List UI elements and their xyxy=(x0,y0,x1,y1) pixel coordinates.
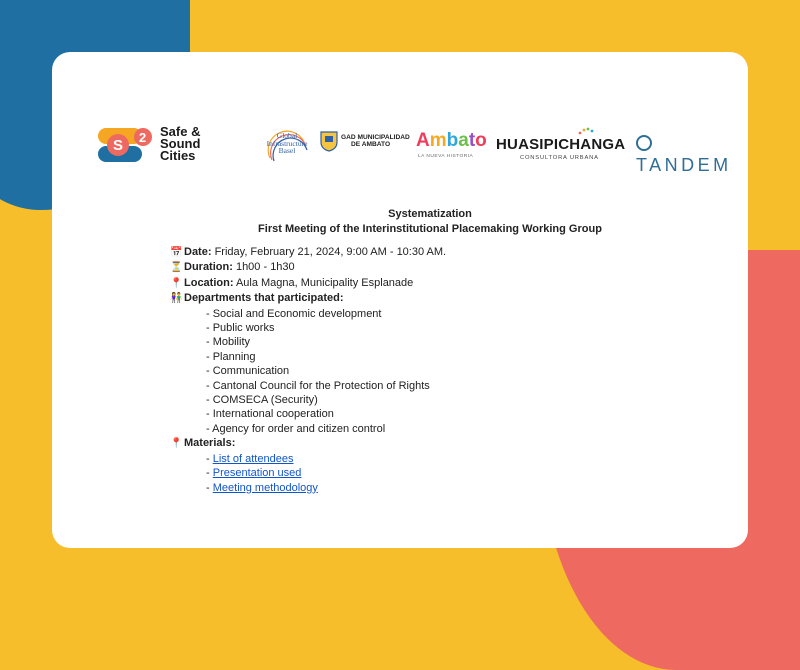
huasipichanga-subtitle: CONSULTORA URBANA xyxy=(520,155,599,161)
material-item: - Presentation used xyxy=(206,467,302,480)
calendar-icon: 📅 xyxy=(170,247,183,258)
ambato-logo xyxy=(416,130,488,164)
s2-name-line3: Cities xyxy=(160,148,196,163)
s2-name-line1: Safe & xyxy=(160,124,201,139)
document-subtitle: First Meeting of the Interinstitutional Placemaking Working Group xyxy=(258,223,602,235)
document-title: Systematization xyxy=(388,208,472,220)
tandem-wordmark: TANDEM xyxy=(636,155,732,175)
materials-label: Materials: xyxy=(184,437,236,450)
hourglass-icon: ⏳ xyxy=(170,262,183,274)
ambato-wordmark: Ambato xyxy=(416,130,487,151)
huasipichanga-sparkle-icon xyxy=(576,126,596,136)
list-item: - Agency for order and citizen control xyxy=(206,422,386,435)
location-row xyxy=(170,276,690,291)
location-value: Aula Magna, Municipality Esplanade xyxy=(233,276,414,289)
gad-ambato-name xyxy=(341,134,410,148)
gad-line2: DE AMBATO xyxy=(351,141,391,148)
ambato-tagline: LA NUEVA HISTORIA xyxy=(418,154,474,159)
meeting-details xyxy=(170,245,690,495)
tandem-ring-icon xyxy=(636,135,652,151)
duration-value: 1h00 - 1h30 xyxy=(232,261,295,274)
people-icon: 👫 xyxy=(170,293,183,305)
date-value: Friday, February 21, 2024, 9:00 AM - 10:30 AM. xyxy=(211,246,447,258)
gib-line2: Infrastructure xyxy=(266,138,308,148)
tandem-logo xyxy=(636,134,732,176)
duration-row xyxy=(170,260,690,275)
location-label: Location: xyxy=(184,276,234,289)
list-item: - International cooperation xyxy=(206,408,334,421)
pin-icon: 📍 xyxy=(170,277,183,289)
gib-line1: Global xyxy=(276,131,298,140)
s2-badge-letter: S xyxy=(113,137,124,154)
duration-label: Duration: xyxy=(184,261,233,274)
content-card xyxy=(52,52,748,548)
list-of-attendees-link[interactable]: List of attendees xyxy=(212,452,294,465)
global-infrastructure-basel-logo xyxy=(262,128,312,164)
systematization-document xyxy=(170,207,690,495)
safe-sound-cities-logo-badge xyxy=(98,124,156,166)
list-item: - Cantonal Council for the Protection of Rights xyxy=(206,379,430,392)
meeting-methodology-link[interactable]: Meeting methodology xyxy=(212,481,318,494)
document-heading xyxy=(170,207,690,237)
s2-name-line2: Sound xyxy=(160,136,201,151)
gib-line3: Basel xyxy=(278,146,296,155)
list-item: - Mobility xyxy=(206,336,251,349)
list-item: - COMSECA (Security) xyxy=(206,394,318,407)
safe-sound-cities-name xyxy=(160,126,200,162)
gad-line1: GAD MUNICIPALIDAD xyxy=(341,134,410,141)
list-item: - Communication xyxy=(206,365,290,378)
huasipichanga-logo xyxy=(496,128,630,164)
presentation-used-link[interactable]: Presentation used xyxy=(212,467,302,480)
list-item: - Planning xyxy=(206,350,256,363)
material-item: - List of attendees xyxy=(206,452,294,465)
list-item: - Social and Economic development xyxy=(206,307,382,320)
date-label: Date: xyxy=(184,246,212,258)
gad-ambato-shield-icon xyxy=(320,130,338,152)
date-row xyxy=(170,245,690,260)
departments-label: Departments that participated: xyxy=(184,292,344,305)
list-item: - Public works xyxy=(206,322,275,335)
materials-row xyxy=(170,436,690,451)
partner-logos-row xyxy=(98,122,732,175)
departments-row xyxy=(170,291,690,306)
pin-icon: 📍 xyxy=(170,438,183,450)
material-item: - Meeting methodology xyxy=(206,481,318,494)
s2-badge-number: 2 xyxy=(139,130,147,145)
huasipichanga-wordmark: HUASIPICHANGA xyxy=(496,136,626,153)
